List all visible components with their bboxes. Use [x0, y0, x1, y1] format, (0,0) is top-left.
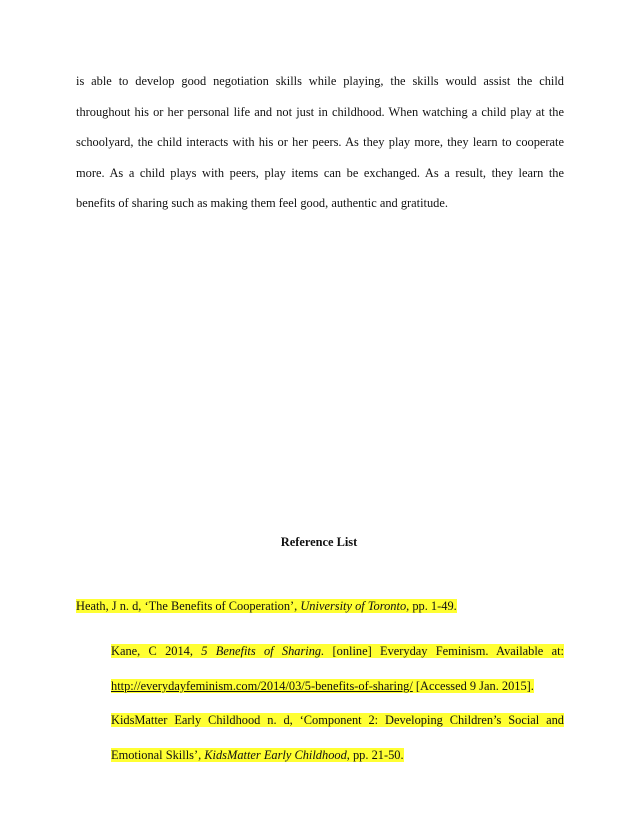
reference-text: , pp. 21-50. [346, 748, 404, 762]
reference-line [111, 738, 564, 773]
reference-line [111, 634, 564, 669]
reference-text: pp. 1-49. [409, 599, 457, 613]
reference-list-heading: Reference List [280, 535, 358, 549]
reference-text: Kane, C 2014, [111, 644, 202, 658]
reference-line [111, 703, 564, 738]
reference-text: [Accessed 9 Jan. 2015]. [412, 679, 534, 693]
paragraph-line: throughout his or her personal life and not just in childhood. When watching a child play at the [76, 104, 564, 119]
reference-text: Emotional Skills’, [111, 748, 205, 762]
reference-kidsmatter [111, 703, 564, 773]
reference-title-italic: 5 Benefits of Sharing. [201, 644, 325, 658]
reference-text: [online] Everyday Feminism. Available at: [324, 644, 564, 658]
reference-source-italic: University of Toronto, [300, 599, 410, 613]
reference-url-link[interactable]: http://everydayfeminism.com/2014/03/5-benefits-of-sharing/ [111, 679, 413, 693]
highlight [111, 713, 564, 727]
reference-source-italic: KidsMatter Early Childhood [204, 748, 347, 762]
reference-heath [76, 596, 457, 616]
body-paragraph [76, 66, 564, 219]
highlight [111, 748, 404, 762]
reference-line [111, 669, 564, 704]
paragraph-line: more. As a child plays with peers, play items can be exchanged. As a result, they learn the [76, 165, 564, 180]
reference-text: Heath, J n. d, ‘The Benefits of Cooperation’, [76, 599, 301, 613]
reference-kane [111, 634, 564, 704]
reference-text: KidsMatter Early Childhood n. d, ‘Component 2: Developing Children’s Social and [111, 713, 564, 727]
highlight [111, 679, 534, 693]
paragraph-line: benefits of sharing such as making them feel good, authentic and gratitude. [76, 196, 448, 210]
highlight [76, 599, 457, 613]
highlight [111, 644, 564, 658]
paragraph-line: schoolyard, the child interacts with his or her peers. As they play more, they learn to cooperate [76, 135, 564, 149]
paragraph-line: is able to develop good negotiation skills while playing, the skills would assist the child [76, 74, 564, 88]
